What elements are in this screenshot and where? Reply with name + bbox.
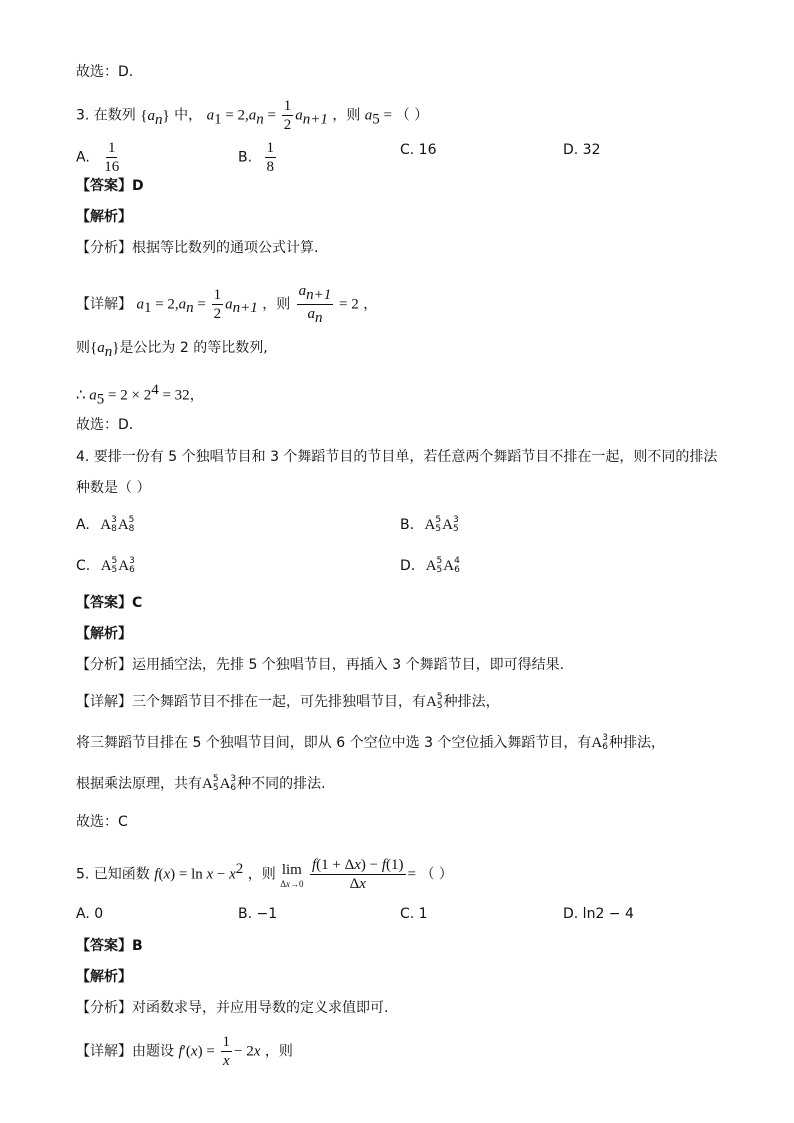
question-5: 5. 已知函数 $f(x) = \ln x - x^2$ ，则 lim Δx→0 $\frac{f(1 + \Delta x) - f(1)}{\Delta x}$ = （ ）	[76, 857, 453, 892]
text-line: 将三舞蹈节目排在 5 个独唱节目间，即从 6 个空位中选 3 个空位插入舞蹈节目，有A 3 6 种排法，	[76, 733, 665, 752]
text: 则	[76, 340, 90, 356]
text-line: 种数是（ ）	[76, 480, 151, 496]
text: ，则	[262, 296, 291, 313]
option-label: B.	[238, 149, 253, 166]
text-line: 【分析】运用插空法，先排 5 个独唱节目，再插入 3 个舞蹈节目，即可得结果.	[76, 657, 565, 673]
detail-line: 【详解】由题设 f′(x) = $\frac{1}{x}$ − 2x ，则	[76, 1034, 293, 1069]
text: 根据乘法原理，共有	[76, 776, 202, 792]
option-d: D. 32	[563, 142, 601, 158]
text: 【详解】由题设	[76, 1043, 174, 1060]
analysis-tag: 【解析】	[76, 209, 132, 225]
option-label: C.	[76, 558, 91, 574]
option-c: C. 1	[400, 906, 428, 922]
option-label: D.	[400, 558, 416, 574]
text: ，则	[264, 1043, 293, 1060]
text: 3. 在数列	[76, 107, 136, 124]
answer-tag: 【答案】C	[76, 595, 143, 611]
text-line: 故选：D．	[76, 417, 143, 433]
text-line: 故选：D.	[76, 64, 134, 80]
option-c: C. 16	[400, 142, 437, 158]
text: 种排法，	[609, 735, 665, 751]
text: 【详解】三个舞蹈节目不排在一起，可先排独唱节目，有	[76, 694, 426, 710]
fraction: $\frac{1}{2}$	[283, 98, 292, 133]
option-b: B. $\frac{1}{8}$	[238, 140, 275, 175]
text: 将三舞蹈节目排在 5 个独唱节目间，即从 6 个空位中选 3 个空位插入舞蹈节目，有	[76, 735, 592, 751]
option-a: A. A 3 8 A 5 8	[76, 515, 135, 534]
question-4: 4. 要排一份有 5 个独唱节目和 3 个舞蹈节目的节目单，若任意两个舞蹈节目不排在一起，则不同的排法	[76, 449, 718, 465]
analysis-tag: 【解析】	[76, 626, 132, 642]
option-label: B.	[400, 517, 415, 533]
text: ，则	[332, 107, 361, 124]
text-line: ∴ $a_5 = 2 \times 2^4 = 32$，	[76, 382, 204, 408]
answer-tag: 【答案】D	[76, 178, 144, 194]
option-label: A.	[76, 149, 90, 166]
text: 是公比为 2 的等比数列,	[119, 340, 268, 356]
option-b: B. A 5 5 A 3 5	[400, 515, 459, 534]
detail-line: 【详解】 $a_1 = 2,a_n$ = $\frac{1}{2}$ $a_{n+1}$ ，则 $\frac{a_{n+1}}{a_n}$ = 2 ，	[76, 283, 378, 326]
text-line: 【分析】根据等比数列的通项公式计算.	[76, 240, 319, 256]
text: 种不同的排法.	[237, 776, 326, 792]
text: ，则	[247, 866, 276, 883]
text-line: 根据乘法原理，共有A 5 5 A 3 6 种不同的排法.	[76, 774, 326, 793]
option-label: A.	[76, 517, 90, 533]
text: 种排法，	[443, 694, 500, 710]
text: 5. 已知函数	[76, 866, 150, 883]
answer-tag: 【答案】B	[76, 938, 143, 954]
text-line: 故选：C	[76, 814, 128, 830]
text: ，	[189, 387, 204, 404]
analysis-tag: 【解析】	[76, 969, 132, 985]
text-line: 【分析】对函数求导，并应用导数的定义求值即可.	[76, 1000, 389, 1016]
option-a: A. $\frac{1}{16}$	[76, 140, 120, 175]
question-3: 3. 在数列 $\{a_n\}$ 中， $a_1 = 2,a_n$ = $\frac{1}{2}$ $a_{n+1}$ ，则 $a_5$ = （ ）	[76, 98, 429, 133]
text-line: 则$\{a_n\}$是公比为 2 的等比数列,	[76, 340, 268, 360]
detail-line: 【详解】三个舞蹈节目不排在一起，可先排独唱节目，有A 5 5 种排法，	[76, 692, 500, 711]
text: 中，	[174, 107, 203, 124]
option-d: D. A 5 5 A 4 6	[400, 556, 460, 575]
option-a: A. 0	[76, 906, 104, 922]
option-c: C. A 5 5 A 3 6	[76, 556, 135, 575]
text: （ ）	[420, 866, 453, 883]
text: （ ）	[395, 107, 429, 124]
option-b: B. −1	[238, 906, 278, 922]
text: 【详解】	[76, 296, 132, 313]
text: ，	[363, 296, 378, 313]
option-d: D. ln2 − 4	[563, 906, 634, 922]
